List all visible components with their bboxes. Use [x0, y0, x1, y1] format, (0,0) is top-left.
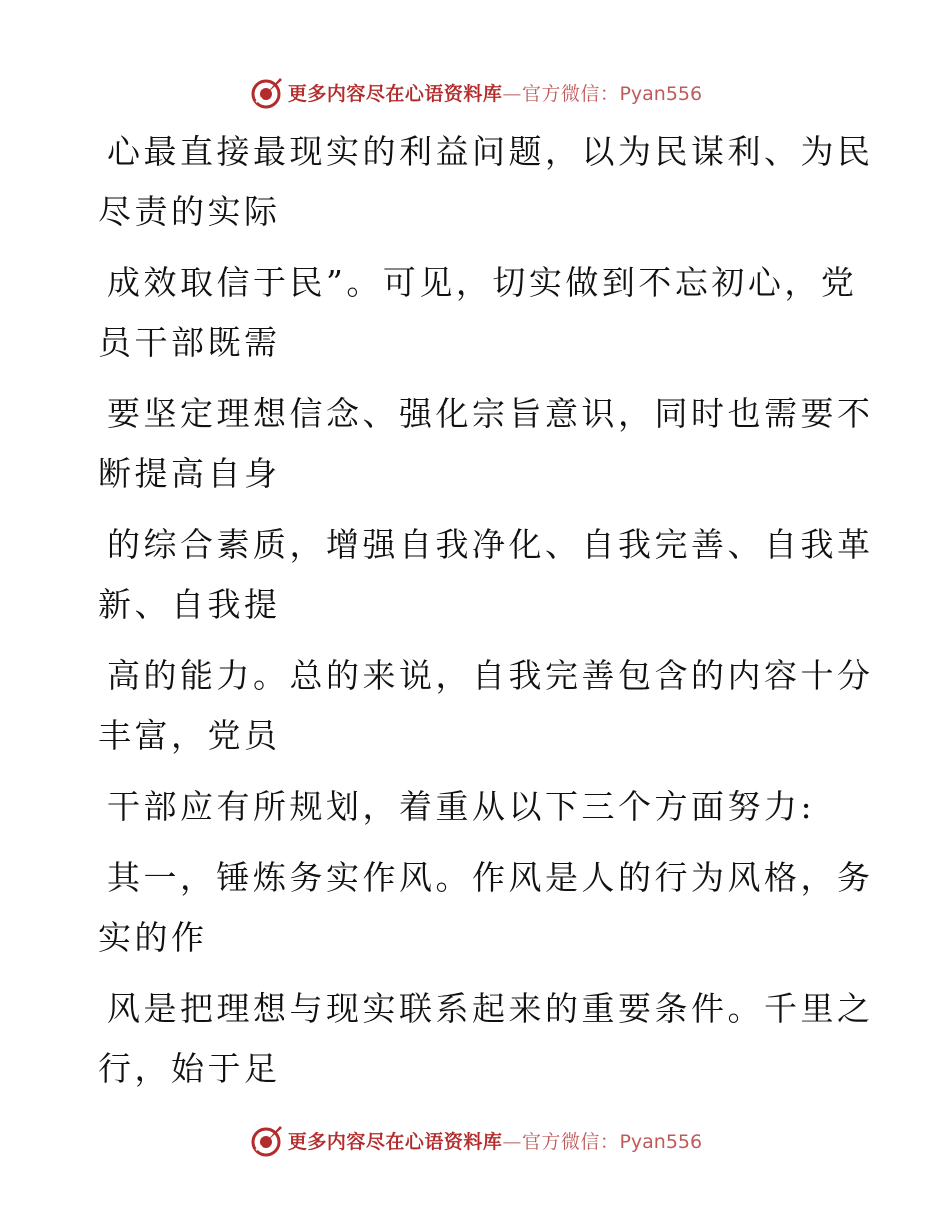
paragraph-line: 断提高自身: [98, 454, 281, 493]
paragraph-line: 成效取信于民”。可见，切实做到不忘初心，党: [107, 263, 858, 302]
header-site-name: 更多内容尽在心语资料库: [287, 82, 503, 105]
paragraph: [98, 979, 874, 1099]
paragraph: [98, 848, 874, 968]
pen-nib-logo-icon: [248, 1122, 284, 1158]
paragraph-line: 心最直接最现实的利益问题，以为民谋利、为民: [107, 132, 874, 171]
footer-wechat-id: Pyan556: [619, 1130, 703, 1153]
header-banner: [0, 70, 950, 114]
paragraph: [98, 122, 874, 242]
paragraph-line: 干部应有所规划，着重从以下三个方面努力:: [107, 787, 816, 826]
paragraph-line: 尽责的实际: [98, 192, 281, 231]
pen-nib-logo-icon: [248, 74, 284, 110]
paragraph: [98, 777, 838, 837]
paragraph-line: 丰富，党员: [98, 716, 281, 755]
footer-dash: —: [502, 1130, 522, 1153]
footer-site-name: 更多内容尽在心语资料库: [287, 1130, 503, 1153]
paragraph: [98, 253, 858, 373]
paragraph-line: 要坚定理想信念、强化宗旨意识，同时也需要不: [107, 394, 874, 433]
document-body: [98, 122, 874, 1110]
paragraph-line: 实的作: [98, 918, 208, 957]
header-wechat-label: 官方微信：: [521, 82, 620, 105]
header-wechat-id: Pyan556: [619, 82, 703, 105]
paragraph-line: 行，始于足: [98, 1049, 281, 1088]
footer-text: [288, 1127, 702, 1154]
header-dash: —: [502, 82, 522, 105]
paragraph-line: 新、自我提: [98, 585, 281, 624]
paragraph-line: 其一，锤炼务实作风。作风是人的行为风格，务: [107, 858, 874, 897]
paragraph: [98, 515, 874, 635]
paragraph: [98, 384, 874, 504]
footer-wechat-label: 官方微信：: [521, 1130, 620, 1153]
footer-banner: [0, 1118, 950, 1162]
paragraph-line: 高的能力。总的来说，自我完善包含的内容十分: [107, 656, 874, 695]
paragraph-line: 风是把理想与现实联系起来的重要条件。千里之: [107, 989, 874, 1028]
paragraph-line: 员干部既需: [98, 323, 281, 362]
paragraph-line: 的综合素质，增强自我净化、自我完善、自我革: [107, 525, 874, 564]
header-text: [288, 79, 702, 106]
paragraph: [98, 646, 874, 766]
